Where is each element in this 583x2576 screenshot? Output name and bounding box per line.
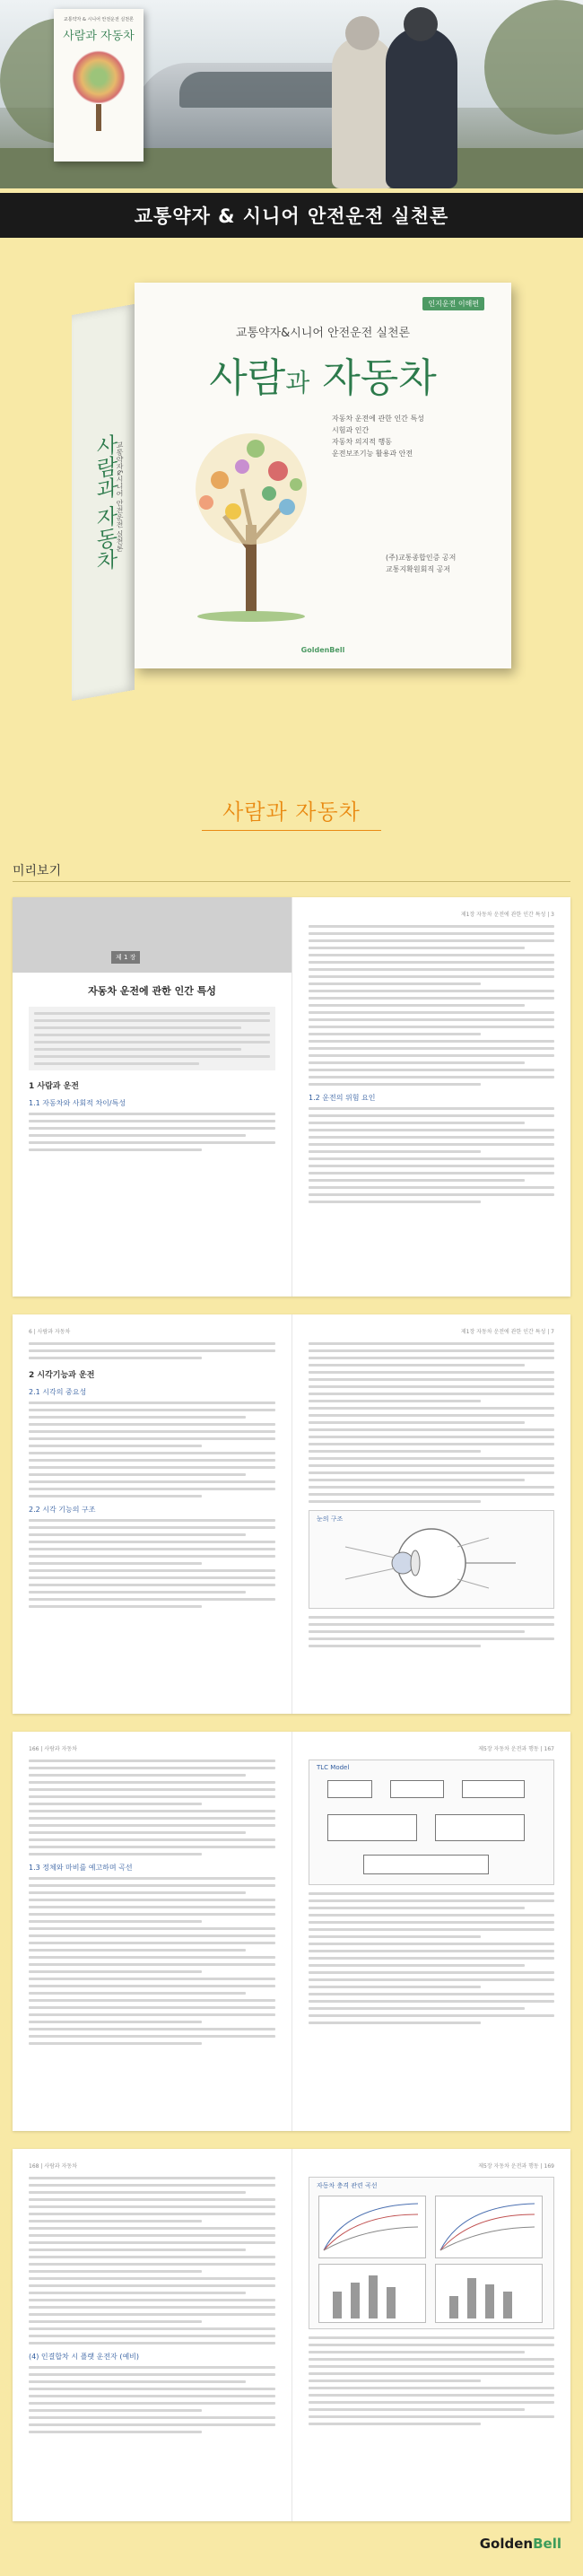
preview-page: 제5장 자동차 운전과 행동 | 167 TLC Model	[292, 1732, 570, 2131]
tlc-model-diagram	[309, 1760, 554, 1885]
subsection-heading: 1.3 정체와 마비를 예고하며 곡선	[29, 1864, 133, 1872]
figure-caption: TLC Model	[317, 1764, 350, 1771]
book-title-link[interactable]: 사람과 자동차	[222, 799, 361, 825]
preview-spread	[13, 1314, 570, 1714]
preview-page: 6 | 사람과 자동차 2 시각기능과 운전 2.1 시각의 중요성 2.2 시각 기능의 구조	[13, 1314, 292, 1714]
book-spine	[72, 304, 135, 701]
book-image	[72, 283, 511, 659]
eye-diagram	[309, 1510, 554, 1609]
preview-heading: 미리보기	[13, 864, 62, 878]
banner-text: 교통약자 & 시니어 안전운전 실천론	[134, 205, 449, 227]
subsection-heading: (4) 인결합차 시 플랫 운전자 (예비)	[29, 2353, 140, 2361]
book-cover	[135, 283, 511, 668]
cover-publisher-logo: GoldenBell	[300, 646, 345, 654]
publisher-logo: GoldenBell	[479, 2536, 561, 2552]
spine-subtitle: 교통약자&시니어 안전운전 실천론	[116, 440, 124, 553]
small-cover-subtitle: 교통약자 & 시니어 안전운전 실천론	[64, 17, 134, 22]
cover-authors: (주)교통종합인증 공저 교통지확원회직 공저	[386, 554, 457, 573]
subsection-heading: 2.2 시각 기능의 구조	[29, 1506, 96, 1514]
cover-title: 사람과 자동차	[209, 355, 437, 401]
preview-page: 제1장 자동차 운전에 관한 인간 특성 | 3 1.2 운전의 위험 요인	[292, 897, 570, 1297]
cover-toc: 자동차 운전에 관한 인간 특성 시험과 인간 자동차 의지적 행동 운전보조기능 활용과 안전	[332, 415, 424, 458]
subsection-heading: 1.2 운전의 위험 요인	[309, 1094, 376, 1102]
chapter-header	[13, 897, 292, 973]
preview-spread	[13, 1732, 570, 2131]
title-banner	[0, 193, 583, 238]
figure-caption: 자동차 충격 관련 곡선	[317, 2182, 378, 2189]
preview-spread	[13, 2149, 570, 2521]
cover-subtitle: 교통약자&시니어 안전운전 실천론	[235, 327, 411, 340]
section-heading: 2 시각기능과 운전	[29, 1371, 95, 1380]
spine-title: 사람과 자동차	[92, 432, 117, 573]
impact-curve-figure	[309, 2177, 554, 2329]
chapter-title: 자동차 운전에 관한 인간 특성	[88, 985, 216, 997]
chapter-tag: 제 1 장	[111, 951, 140, 964]
elderly-person-image	[386, 27, 457, 188]
preview-spread	[13, 897, 570, 1297]
tree-illustration	[72, 50, 126, 104]
hero-photo	[0, 0, 583, 188]
small-cover-title: 사람과 자동차	[63, 30, 135, 43]
tree-illustration	[170, 417, 332, 624]
small-book-cover	[54, 9, 144, 162]
cover-badge: 인지운전 이해편	[422, 297, 484, 310]
subsection-heading: 2.1 시각의 중요성	[29, 1388, 87, 1396]
preview-page	[13, 897, 292, 1297]
preview-page: 제5장 자동차 운전과 행동 | 169 자동차 충격 관련 곡선	[292, 2149, 570, 2521]
subsection-heading: 1.1 자동차와 사회적 차이/특성	[29, 1099, 126, 1107]
figure-caption: 눈의 구조	[317, 1515, 344, 1523]
preview-page: 제1장 자동차 운전에 관한 인간 특성 | 7 눈의 구조	[292, 1314, 570, 1714]
preview-page: 166 | 사람과 자동차 1.3 정체와 마비를 예고하며 곡선	[13, 1732, 292, 2131]
preview-page: 168 | 사람과 자동차 (4) 인결합차 시 플랫 운전자 (예비)	[13, 2149, 292, 2521]
section-heading: 1 사람과 운전	[29, 1082, 79, 1091]
